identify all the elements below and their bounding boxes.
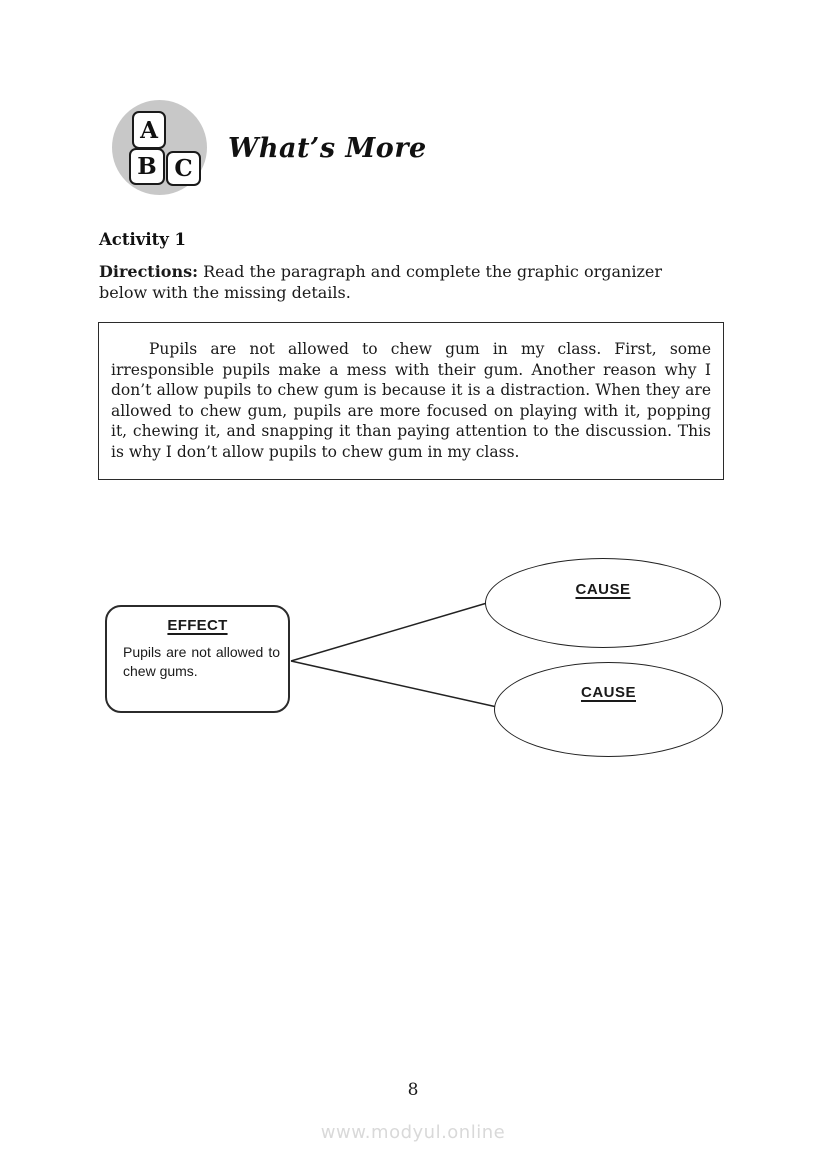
effect-label <box>107 617 288 634</box>
abc-blocks-icon <box>112 100 207 195</box>
letter-c: C <box>174 155 193 182</box>
watermark: www.modyul.online <box>320 1122 506 1143</box>
passage-box <box>98 322 724 480</box>
letter-b: B <box>137 153 157 180</box>
directions-label: Directions: <box>99 262 198 281</box>
effect-text: Pupils are not allowed to chew gums. <box>123 644 280 679</box>
graphic-organizer <box>0 540 826 780</box>
cause-label-2: CAUSE <box>580 684 636 701</box>
letter-block-c <box>166 151 201 186</box>
activity-title: Activity 1 <box>99 230 187 249</box>
effect-label-text: EFFECT <box>167 617 228 634</box>
passage-text: Pupils are not allowed to chew gum in my class. First, some irresponsible pupils make a mess with their gum. Another reason why I don’t allow pupils to chew gum is because it is a distraction. When they are allowed to chew gum, pupils are more focused on playing with it, popping it, chewing it, and snapping it than paying attention to the discussion. This is why I don’t allow pupils to chew gum in my class. <box>111 340 711 461</box>
section-title: What’s More <box>228 133 427 164</box>
effect-box <box>105 605 290 713</box>
directions <box>99 262 714 303</box>
cause-ellipse-2 <box>494 662 723 757</box>
directions-text: Read the paragraph and complete the graphic organizer below with the missing details. <box>99 262 662 302</box>
letter-a: A <box>140 116 158 144</box>
letter-block-a <box>132 111 166 149</box>
letter-block-b <box>129 148 165 185</box>
cause-ellipse-1 <box>485 558 721 648</box>
cause-label-1: CAUSE <box>575 581 631 598</box>
page-number: 8 <box>407 1080 419 1100</box>
